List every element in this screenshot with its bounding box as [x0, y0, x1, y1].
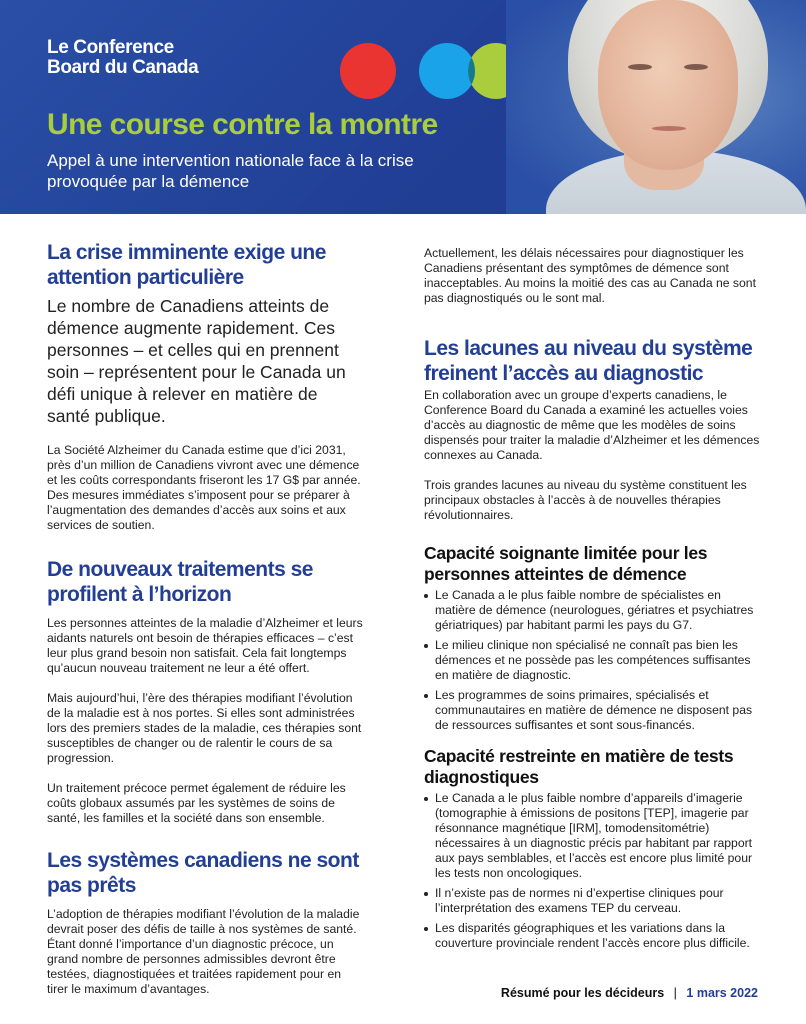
gaps-paragraph-2: Trois grandes lacunes au niveau du système constituent les principaux obstacles à l’accès à de nouvelles thérapies révolutionnaires.: [424, 478, 747, 522]
conference-board-logo: [47, 38, 198, 78]
footer-label: Résumé pour les décideurs: [500, 986, 665, 1000]
footer-date: 1 mars 2022: [686, 986, 758, 1000]
care-capacity-list: [424, 588, 762, 733]
page-footer: [501, 986, 758, 1000]
list-item: Le Canada a le plus faible nombre d’appareils d’imagerie (tomographie à émissions de positons [TEP], imagerie par résonnance magnétique [IRM], tomodensitométrie) nécessaires à un diagnostic précis par habitant par rapport aux pays semblables, et l’accès est encore plus limité pour les tests non oncologiques.: [424, 791, 762, 881]
section-heading-crisis: La crise imminente exige une attention particulière: [47, 241, 326, 289]
section-heading-systems: Les systèmes canadiens ne sont pas prêts: [47, 849, 359, 897]
list-item: Il n’existe pas de normes ni d’expertise cliniques pour l’interprétation des examens TEP du cerveau.: [424, 886, 762, 916]
blue-dot: [419, 43, 475, 99]
list-item: Le milieu clinique non spécialisé ne connaît pas bien les démences et ne possède pas les compétences suffisantes en matière de diagnostic.: [424, 638, 762, 683]
logo-line-2: Board du Canada: [47, 57, 199, 78]
systems-paragraph: L’adoption de thérapies modifiant l’évolution de la maladie devrait poser des défis de taille à nos systèmes de santé. Étant donné l’importance d’un diagnostic précoce, un grand nombre de personnes admissibles devront être testées, diagnostiquées et traitées rapidement pour en tirer le maximum d’avantages.: [47, 907, 360, 996]
list-item: Les programmes de soins primaires, spécialisés et communautaires en matière de démence ne disposent pas de ressources suffisantes et sont sous-financés.: [424, 688, 762, 733]
right-column: [424, 246, 762, 956]
section-heading-testing-capacity: Capacité restreinte en matière de tests diagnostiques: [424, 746, 734, 787]
section-heading-treatments: De nouveaux traitements se profilent à l’horizon: [47, 558, 313, 606]
treatments-paragraph-2: Mais aujourd’hui, l’ère des thérapies modifiant l’évolution de la maladie est à nos portes. Si elles sont administrées lors des premiers stades de la maladie, ces thérapies sont susceptibles de changer ou de ralentir le cours de sa progression.: [47, 691, 362, 765]
footer-separator: |: [673, 986, 677, 1000]
page-subtitle: Appel à une intervention nationale face à la crise provoquée par la démence: [47, 151, 414, 191]
left-column: [47, 240, 365, 997]
intro-paragraph: Actuellement, les délais nécessaires pour diagnostiquer les Canadiens présentant des symptômes de démence sont inacceptables. Au moins la moitié des cas au Canada ne sont pas diagnostiqués ou le sont mal.: [424, 246, 756, 305]
logo-line-1: Le Conference: [47, 37, 174, 58]
brand-dots-graphic: [340, 43, 530, 99]
treatments-paragraph-1: Les personnes atteintes de la maladie d’Alzheimer et leurs aidants naturels ont besoin de thérapies efficaces – c’est leur plus grand besoin non satisfait. Cela fait longtemps qu’aucun nouveau traitement ne leur a été offert.: [47, 616, 363, 675]
crisis-lead: Le nombre de Canadiens atteints de démence augmente rapidement. Ces personnes – et celles qui en prennent soin – représentent pour le Canada un défi unique à relever en matière de santé publique.: [47, 296, 346, 426]
crisis-paragraph: La Société Alzheimer du Canada estime que d’ici 2031, près d’un million de Canadiens vivront avec une démence et les coûts correspondants friseront les 17 G$ par année. Des mesures immédiates s’imposent pour se préparer à l’augmentation des demandes d’accès aux soins et aux services de soutien.: [47, 443, 361, 532]
header-banner: [0, 0, 806, 214]
list-item: Les disparités géographiques et les variations dans la couverture provinciale rendent l’accès encore plus difficile.: [424, 921, 762, 951]
section-heading-care-capacity: Capacité soignante limitée pour les personnes atteintes de démence: [424, 543, 708, 584]
gaps-paragraph-1: En collaboration avec un groupe d’experts canadiens, le Conference Board du Canada a examiné les actuelles voies d’accès au diagnostic de même que les modèles de soins dispensés pour traiter la maladie d’Alzheimer et les démences connexes au Canada.: [424, 388, 760, 462]
page-title: Une course contre la montre: [47, 108, 438, 141]
list-item: Le Canada a le plus faible nombre de spécialistes en matière de démence (neurologues, gériatres et psychiatres gériatriques) par habitant parmi les pays du G7.: [424, 588, 762, 633]
section-heading-gaps: Les lacunes au niveau du système freinent l’accès au diagnostic: [424, 337, 753, 385]
senior-woman-photo: [506, 0, 806, 214]
treatments-paragraph-3: Un traitement précoce permet également de réduire les coûts globaux assumés par les systèmes de soins de santé, les familles et la société dans son ensemble.: [47, 781, 346, 825]
red-dot: [340, 43, 396, 99]
testing-capacity-list: [424, 791, 762, 951]
